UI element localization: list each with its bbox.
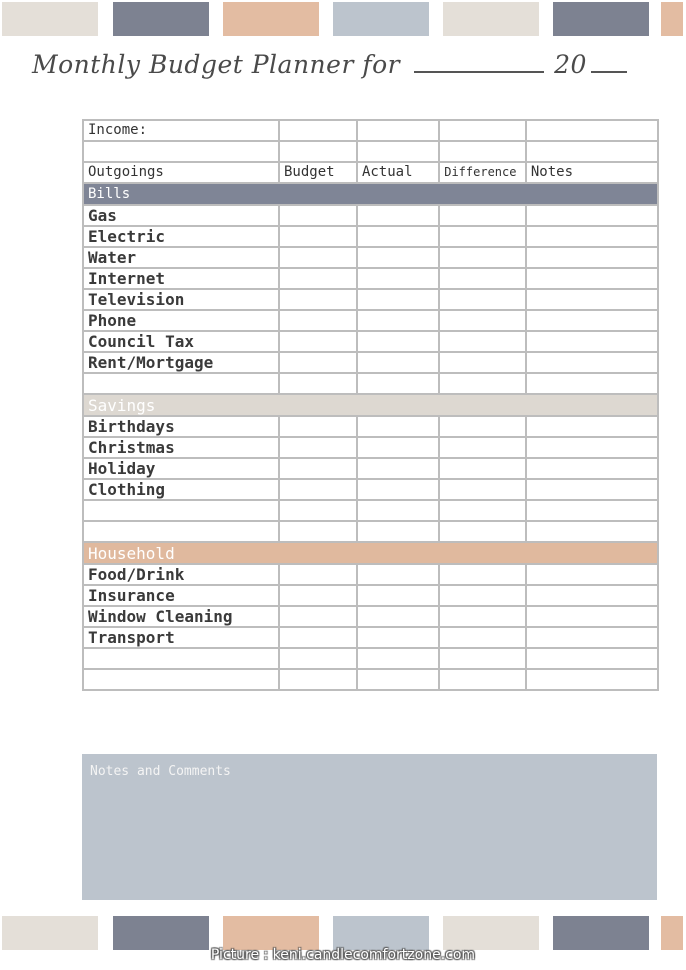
- cell[interactable]: [279, 416, 357, 437]
- section-household-row: [83, 542, 658, 564]
- cell[interactable]: [439, 352, 526, 373]
- cell[interactable]: [526, 226, 658, 247]
- cell[interactable]: [357, 268, 439, 289]
- swatch-slate: [113, 2, 209, 36]
- cell[interactable]: [357, 120, 439, 141]
- cell[interactable]: [439, 458, 526, 479]
- cell[interactable]: [439, 669, 526, 690]
- title-text: Monthly Budget Planner for: [32, 50, 401, 79]
- section-savings-label: Savings: [83, 394, 658, 416]
- cell[interactable]: [357, 585, 439, 606]
- year-blank: [591, 57, 627, 73]
- cell[interactable]: [357, 226, 439, 247]
- table-row: [83, 627, 658, 648]
- budget-table: [82, 119, 659, 691]
- item-label: Internet: [83, 268, 279, 289]
- cell[interactable]: [439, 585, 526, 606]
- cell[interactable]: [439, 648, 526, 669]
- item-label: Council Tax: [83, 331, 279, 352]
- cell[interactable]: [279, 373, 357, 394]
- swatch-beige: [2, 2, 98, 36]
- cell[interactable]: [439, 331, 526, 352]
- table-row: [83, 458, 658, 479]
- cell[interactable]: [526, 416, 658, 437]
- cell[interactable]: [439, 479, 526, 500]
- cell[interactable]: [526, 205, 658, 226]
- income-row: [83, 120, 658, 141]
- cell[interactable]: [357, 500, 439, 521]
- header-difference: Difference: [439, 162, 526, 183]
- item-label: Electric: [83, 226, 279, 247]
- section-bills-label: Bills: [83, 183, 658, 205]
- cell[interactable]: [279, 458, 357, 479]
- section-savings-row: [83, 394, 658, 416]
- table-row: [83, 352, 658, 373]
- cell[interactable]: [279, 268, 357, 289]
- cell[interactable]: [357, 416, 439, 437]
- cell[interactable]: [439, 606, 526, 627]
- cell[interactable]: [83, 373, 279, 394]
- table-row: [83, 521, 658, 542]
- item-label: Window Cleaning: [83, 606, 279, 627]
- cell[interactable]: [439, 289, 526, 310]
- table-row: [83, 437, 658, 458]
- cell[interactable]: [439, 521, 526, 542]
- cell[interactable]: [526, 627, 658, 648]
- cell[interactable]: [357, 437, 439, 458]
- year-prefix: 20: [554, 50, 587, 79]
- table-row: [83, 247, 658, 268]
- notes-and-comments-box[interactable]: [82, 754, 657, 900]
- cell[interactable]: [357, 205, 439, 226]
- month-blank: [414, 57, 544, 73]
- cell[interactable]: [279, 648, 357, 669]
- cell[interactable]: [439, 310, 526, 331]
- cell[interactable]: [357, 247, 439, 268]
- cell[interactable]: [526, 331, 658, 352]
- cell[interactable]: [439, 268, 526, 289]
- cell[interactable]: [526, 521, 658, 542]
- section-bills-row: [83, 183, 658, 205]
- cell[interactable]: [357, 479, 439, 500]
- cell[interactable]: [526, 669, 658, 690]
- bottom-color-swatches: [0, 916, 686, 950]
- swatch-tan: [223, 2, 319, 36]
- item-label: Water: [83, 247, 279, 268]
- cell[interactable]: [279, 289, 357, 310]
- item-label: Insurance: [83, 585, 279, 606]
- cell[interactable]: [357, 310, 439, 331]
- table-row: [83, 479, 658, 500]
- section-household-label: Household: [83, 542, 658, 564]
- item-label: Christmas: [83, 437, 279, 458]
- swatch-tan: [661, 2, 683, 36]
- swatch-blue-gray: [333, 916, 429, 950]
- swatch-slate: [113, 916, 209, 950]
- cell[interactable]: [526, 352, 658, 373]
- cell[interactable]: [357, 521, 439, 542]
- cell[interactable]: [279, 521, 357, 542]
- cell[interactable]: [439, 205, 526, 226]
- item-label: Birthdays: [83, 416, 279, 437]
- table-row: [83, 268, 658, 289]
- watermark-caption: Picture : keni.candlecomfortzone.com: [210, 947, 476, 963]
- header-budget: Budget: [279, 162, 357, 183]
- cell[interactable]: [357, 669, 439, 690]
- cell[interactable]: [279, 606, 357, 627]
- swatch-beige: [2, 916, 98, 950]
- cell[interactable]: [279, 331, 357, 352]
- cell[interactable]: [526, 458, 658, 479]
- cell[interactable]: [439, 120, 526, 141]
- table-row: [83, 669, 658, 690]
- header-outgoings: Outgoings: [83, 162, 279, 183]
- cell[interactable]: [357, 627, 439, 648]
- cell[interactable]: [526, 268, 658, 289]
- cell[interactable]: [279, 500, 357, 521]
- cell[interactable]: [357, 648, 439, 669]
- item-label: Transport: [83, 627, 279, 648]
- cell[interactable]: [439, 500, 526, 521]
- cell[interactable]: [526, 120, 658, 141]
- table-row: [83, 648, 658, 669]
- notes-label: Notes and Comments: [90, 764, 231, 779]
- header-actual: Actual: [357, 162, 439, 183]
- item-label: Phone: [83, 310, 279, 331]
- table-row: [83, 331, 658, 352]
- cell[interactable]: [439, 226, 526, 247]
- cell[interactable]: [439, 627, 526, 648]
- cell[interactable]: [357, 606, 439, 627]
- cell[interactable]: [83, 500, 279, 521]
- swatch-blue-gray: [333, 2, 429, 36]
- cell[interactable]: [439, 373, 526, 394]
- budget-sheet: [82, 119, 659, 691]
- top-color-swatches: [0, 2, 686, 36]
- table-row: [83, 289, 658, 310]
- cell[interactable]: [526, 564, 658, 585]
- table-row: [83, 416, 658, 437]
- cell[interactable]: [439, 141, 526, 162]
- cell[interactable]: [439, 564, 526, 585]
- cell[interactable]: [526, 500, 658, 521]
- item-label: Food/Drink: [83, 564, 279, 585]
- cell[interactable]: [279, 352, 357, 373]
- item-label: Television: [83, 289, 279, 310]
- cell[interactable]: [526, 289, 658, 310]
- cell[interactable]: [357, 331, 439, 352]
- swatch-tan: [661, 916, 683, 950]
- cell[interactable]: [279, 120, 357, 141]
- cell[interactable]: [439, 416, 526, 437]
- cell[interactable]: [83, 669, 279, 690]
- cell[interactable]: [526, 141, 658, 162]
- cell[interactable]: [357, 141, 439, 162]
- swatch-slate: [553, 916, 649, 950]
- item-label: Clothing: [83, 479, 279, 500]
- swatch-beige: [443, 916, 539, 950]
- cell[interactable]: [526, 648, 658, 669]
- table-row: [83, 564, 658, 585]
- cell[interactable]: [279, 226, 357, 247]
- cell[interactable]: [357, 373, 439, 394]
- item-label: Holiday: [83, 458, 279, 479]
- cell[interactable]: [526, 606, 658, 627]
- cell[interactable]: [526, 373, 658, 394]
- savings-rows: [83, 416, 658, 500]
- table-row: [83, 606, 658, 627]
- table-row: [83, 585, 658, 606]
- cell[interactable]: [279, 627, 357, 648]
- cell[interactable]: [439, 437, 526, 458]
- cell[interactable]: [279, 564, 357, 585]
- page-title: [32, 50, 652, 90]
- header-notes: Notes: [526, 162, 658, 183]
- column-header-row: [83, 162, 658, 183]
- cell[interactable]: [279, 479, 357, 500]
- cell[interactable]: [357, 458, 439, 479]
- cell[interactable]: [83, 648, 279, 669]
- swatch-beige: [443, 2, 539, 36]
- item-label: Gas: [83, 205, 279, 226]
- cell[interactable]: [526, 479, 658, 500]
- swatch-slate: [553, 2, 649, 36]
- swatch-tan: [223, 916, 319, 950]
- cell[interactable]: [279, 437, 357, 458]
- table-row: [83, 500, 658, 521]
- item-label: Rent/Mortgage: [83, 352, 279, 373]
- income-label: Income:: [83, 120, 279, 141]
- cell[interactable]: [526, 247, 658, 268]
- cell[interactable]: [279, 141, 357, 162]
- table-row: [83, 226, 658, 247]
- bills-rows: [83, 205, 658, 373]
- cell[interactable]: [279, 310, 357, 331]
- cell[interactable]: [526, 310, 658, 331]
- cell[interactable]: [526, 585, 658, 606]
- cell[interactable]: [357, 564, 439, 585]
- cell[interactable]: [439, 247, 526, 268]
- household-rows: [83, 564, 658, 648]
- income-blank-row: [83, 141, 658, 162]
- cell[interactable]: [279, 205, 357, 226]
- table-row: [83, 310, 658, 331]
- cell[interactable]: [526, 437, 658, 458]
- cell[interactable]: [357, 352, 439, 373]
- cell[interactable]: [279, 669, 357, 690]
- cell[interactable]: [279, 585, 357, 606]
- table-row: [83, 373, 658, 394]
- cell[interactable]: [83, 141, 279, 162]
- table-row: [83, 205, 658, 226]
- cell[interactable]: [83, 521, 279, 542]
- cell[interactable]: [357, 289, 439, 310]
- cell[interactable]: [279, 247, 357, 268]
